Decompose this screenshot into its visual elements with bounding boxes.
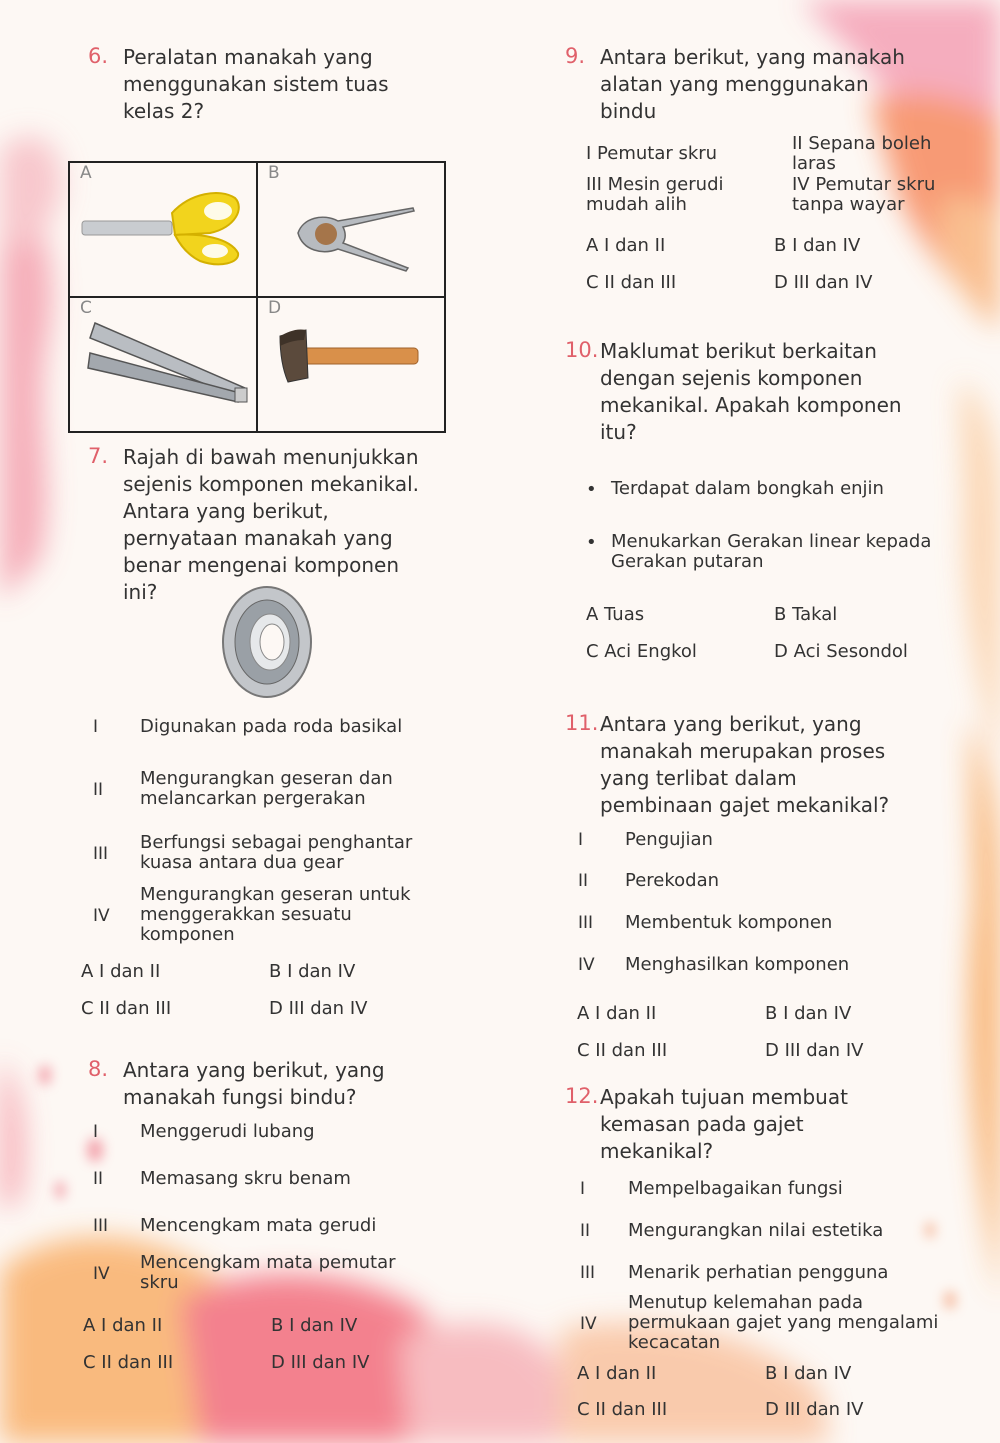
statement-numeral: III [580,1263,596,1283]
tool-image-grid [68,161,446,433]
question-number: 8. [88,1057,109,1081]
statement-text [628,1263,888,1283]
answer-option-d[interactable]: D III dan IV [774,272,873,293]
bullet-text [611,479,884,499]
statement-line: Mencengkam mata gerudi [140,1215,377,1236]
statement-text [140,1253,396,1293]
question-line: pembinaan gajet mekanikal? [600,793,890,817]
item-text [792,175,935,215]
item-text [792,134,931,174]
answer-option-c[interactable]: C Aci Engkol [586,641,697,662]
bullet-line: Menukarkan Gerakan linear kepada [611,531,932,552]
bullet-line: Terdapat dalam bongkah enjin [611,478,884,499]
statement-line: Memasang skru benam [140,1168,351,1189]
option-cell-d[interactable] [257,297,445,432]
question-line: pernyataan manakah yang [123,526,393,550]
question-line: alatan yang menggunakan [600,72,869,96]
statement-text [628,1179,843,1199]
question-number: 11. [565,711,599,735]
answer-option-d[interactable]: D Aci Sesondol [774,641,908,662]
statement-numeral: III [93,844,109,864]
item-line: III Mesin gerudi [586,174,724,195]
statement-text [625,913,832,933]
question-line: kemasan pada gajet [600,1112,804,1136]
statement-line: Menutup kelemahan pada [628,1292,864,1313]
tongs-icon [70,298,256,427]
statement-text [625,830,713,850]
statement-numeral: IV [93,906,110,926]
answer-option-b[interactable]: B I dan IV [774,235,861,256]
statement-line: Mempelbagaikan fungsi [628,1178,843,1199]
bullet-text [611,532,931,572]
question-line: Maklumat berikut berkaitan [600,339,877,363]
statement-text [140,1122,315,1142]
bullet-line: Gerakan putaran [611,551,764,572]
statement-numeral: III [93,1216,109,1236]
hammer-icon [258,298,444,427]
item-line: IV Pemutar skru [792,174,936,195]
answer-option-b[interactable]: B I dan IV [269,961,356,982]
question-line: ini? [123,580,158,604]
statement-line: menggerakkan sesuatu [140,904,352,925]
answer-option-a[interactable]: A Tuas [586,604,645,625]
question-line: Peralatan manakah yang [123,45,373,69]
statement-line: permukaan gajet yang mengalami [628,1312,939,1333]
item-line: tanpa wayar [792,194,905,215]
statement-line: melancarkan pergerakan [140,788,366,809]
answer-option-d[interactable]: D III dan IV [765,1399,864,1420]
statement-line: kuasa antara dua gear [140,852,344,873]
statement-line: Mengurangkan nilai estetika [628,1220,884,1241]
statement-text [140,1216,376,1236]
answer-option-a[interactable]: A I dan II [81,961,161,982]
statement-line: Mengurangkan geseran dan [140,768,393,789]
answer-option-d[interactable]: D III dan IV [765,1040,864,1061]
statement-numeral: II [580,1221,591,1241]
question-line: manakah merupakan proses [600,739,886,763]
answer-option-a[interactable]: A I dan II [577,1003,657,1024]
answer-option-d[interactable]: D III dan IV [271,1352,370,1373]
answer-option-c[interactable]: C II dan III [577,1399,668,1420]
question-line: Apakah tujuan membuat [600,1085,848,1109]
statement-line: Digunakan pada roda basikal [140,716,403,737]
question-line: benar mengenai komponen [123,553,399,577]
answer-option-b[interactable]: B I dan IV [765,1003,852,1024]
question-line: Antara yang berikut, yang [123,1058,385,1082]
question-text [123,444,419,606]
question-number: 12. [565,1084,599,1108]
bullet-icon: • [586,479,597,500]
question-line: sejenis komponen mekanikal. [123,472,420,496]
ball-bearing-icon [212,585,314,700]
statement-line: Menghasilkan komponen [625,954,850,975]
question-line: Antara yang berikut, [123,499,329,523]
cell-label: C [80,298,92,318]
statement-numeral: I [578,830,584,850]
statement-text [625,871,719,891]
question-number: 7. [88,444,109,468]
statement-numeral: I [93,1122,99,1142]
statement-line: Perekodan [625,870,720,891]
statement-numeral: III [578,913,594,933]
statement-line: kecacatan [628,1332,721,1353]
statement-numeral: I [580,1179,586,1199]
cell-label: A [80,163,92,183]
statement-text [140,885,411,945]
question-line: itu? [600,420,637,444]
option-cell-a[interactable] [69,162,257,297]
question-text [600,711,889,819]
statement-line: Menarik perhatian pengguna [628,1262,889,1283]
statement-numeral: IV [580,1314,597,1334]
statement-numeral: I [93,717,99,737]
statement-numeral: IV [578,955,595,975]
item-line: laras [792,153,836,174]
statement-line: Berfungsi sebagai penghantar [140,832,413,853]
statement-line: Menggerudi lubang [140,1121,315,1142]
option-cell-c[interactable] [69,297,257,432]
question-line: kelas 2? [123,99,205,123]
statement-text [628,1221,883,1241]
question-text [123,44,389,125]
question-line: Antara yang berikut, yang [600,712,862,736]
statement-numeral: II [578,871,589,891]
option-cell-b[interactable] [257,162,445,297]
question-number: 9. [565,44,586,68]
statement-line: Mengurangkan geseran untuk [140,884,411,905]
question-line: Rajah di bawah menunjukkan [123,445,419,469]
statement-text [140,717,402,737]
answer-option-a[interactable]: A I dan II [83,1315,163,1336]
answer-option-c[interactable]: C II dan III [83,1352,174,1373]
question-text [123,1057,385,1111]
question-line: mekanikal. Apakah komponen [600,393,902,417]
question-text [600,44,905,125]
item-text [586,144,717,164]
statement-numeral: IV [93,1264,110,1284]
question-line: manakah fungsi bindu? [123,1085,357,1109]
question-text [600,338,902,446]
answer-option-a[interactable]: A I dan II [577,1363,657,1384]
answer-option-c[interactable]: C II dan III [577,1040,668,1061]
answer-option-a[interactable]: A I dan II [586,235,666,256]
item-line: mudah alih [586,194,687,215]
cell-label: D [268,298,282,318]
item-line: I Pemutar skru [586,143,718,164]
question-line: yang terlibat dalam [600,766,797,790]
question-number: 6. [88,44,109,68]
answer-option-b[interactable]: B I dan IV [765,1363,852,1384]
statement-text [625,955,849,975]
answer-option-c[interactable]: C II dan III [81,998,172,1019]
question-line: mekanikal? [600,1139,714,1163]
question-line: bindu [600,99,657,123]
statement-line: Membentuk komponen [625,912,833,933]
item-text [586,175,724,215]
item-line: II Sepana boleh [792,133,932,154]
nutcracker-icon [258,163,444,292]
statement-line: Pengujian [625,829,713,850]
question-line: Antara berikut, yang manakah [600,45,905,69]
answer-option-b[interactable]: B I dan IV [271,1315,358,1336]
answer-option-c[interactable]: C II dan III [586,272,677,293]
statement-text [140,1169,351,1189]
statement-text [140,833,412,873]
statement-text [628,1293,938,1353]
answer-option-b[interactable]: B Takal [774,604,838,625]
answer-option-d[interactable]: D III dan IV [269,998,368,1019]
question-number: 10. [565,338,599,362]
cell-label: B [268,163,280,183]
scissors-icon [70,163,256,292]
statement-text [140,769,393,809]
question-line: dengan sejenis komponen [600,366,863,390]
statement-line: Mencengkam mata pemutar [140,1252,396,1273]
statement-line: komponen [140,924,235,945]
statement-numeral: II [93,1169,104,1189]
statement-line: skru [140,1272,179,1293]
question-line: menggunakan sistem tuas [123,72,389,96]
question-text [600,1084,848,1165]
statement-numeral: II [93,780,104,800]
bullet-icon: • [586,532,597,553]
